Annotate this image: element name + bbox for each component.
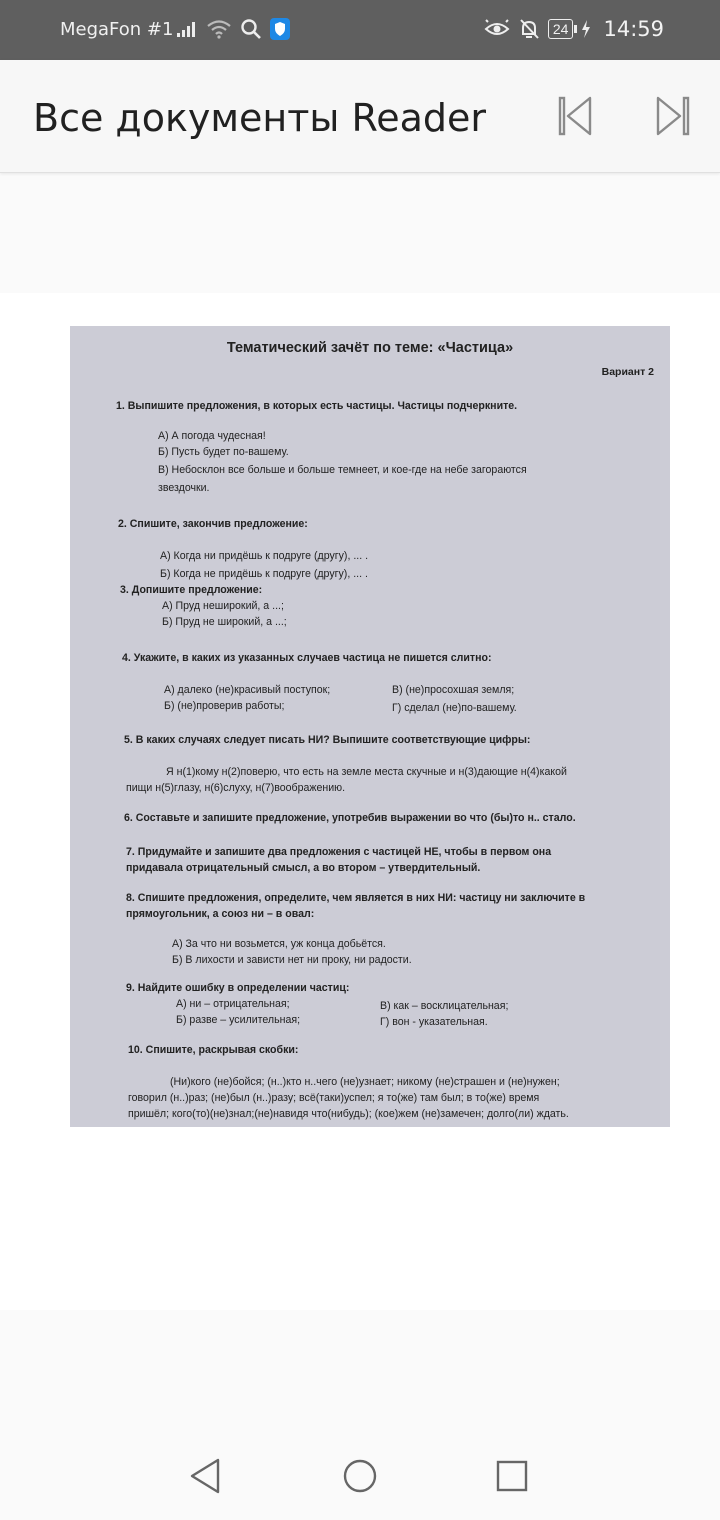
signal-icon — [176, 20, 198, 38]
question-line: придавала отрицательный смысл, а во втором – утвердительный. — [126, 862, 481, 874]
home-circle-icon — [338, 1454, 382, 1498]
question-line: 7. Придумайте и запишите два предложения с частицей НЕ, чтобы в первом она — [126, 846, 552, 858]
question-line: 1. Выпишите предложения, в которых есть частицы. Частицы подчеркните. — [116, 400, 518, 412]
recents-square-icon — [490, 1454, 534, 1498]
previous-document-button[interactable] — [556, 94, 596, 138]
text-line: А) ни – отрицательная; — [176, 998, 290, 1010]
text-line: А) далеко (не)красивый поступок; — [164, 684, 331, 696]
text-line: А) Пруд неширокий, а ...; — [162, 600, 284, 612]
back-triangle-icon — [184, 1454, 228, 1498]
text-line: Б) Пруд не широкий, а ...; — [162, 616, 287, 628]
battery-icon: 24 — [548, 19, 574, 39]
text-line: Б) Когда не придёшь к подруге (другу), ... . — [160, 568, 368, 580]
home-button[interactable] — [338, 1454, 382, 1498]
text-line: Г) вон - указательная. — [380, 1016, 488, 1028]
status-left-icons — [176, 18, 290, 40]
text-line: пищи н(5)глазу, н(6)слуху, н(7)воображению. — [126, 782, 346, 794]
document-image[interactable] — [70, 326, 670, 1127]
question-line: 6. Составьте и запишите предложение, употребив выражении во что (бы)то н.. стало. — [124, 812, 576, 824]
question-line: 5. В каких случаях следует писать НИ? Выпишите соответствующие цифры: — [124, 734, 531, 746]
bell-off-icon — [518, 18, 540, 40]
carrier-name: MegaFon #1 — [60, 19, 174, 40]
text-line: В) (не)просохшая земля; — [392, 684, 515, 696]
clock: 14:59 — [603, 17, 664, 41]
text-line: Б) Пусть будет по-вашему. — [158, 446, 289, 458]
text-line: В) Небосклон все больше и больше темнеет, и кое-где на небе загораются — [158, 464, 527, 476]
text-line: А) Когда ни придёшь к подруге (другу), ... . — [160, 550, 369, 562]
back-button[interactable] — [184, 1454, 228, 1498]
charging-icon — [581, 19, 591, 39]
app-bar — [0, 60, 720, 173]
document-title: Тематический зачёт по теме: «Частица» — [226, 340, 514, 356]
skip-next-icon — [652, 94, 692, 138]
text-line: звездочки. — [158, 482, 210, 494]
page-title: Все документы Reader — [33, 96, 486, 140]
text-line: говорил (н..)раз; (не)был (н..)разу; всё(таки)успел; я то(же) там был; в то(же) время — [128, 1092, 540, 1104]
text-line: В) как – восклицательная; — [380, 1000, 509, 1012]
navigation-bar — [0, 1432, 720, 1520]
text-line: Б) разве – усилительная; — [176, 1014, 301, 1026]
eye-icon — [484, 19, 510, 39]
text-line: пришёл; кого(то)(не)знал;(не)навидя что(нибудь); (кое)жем (не)замечен; долго(ли) ждать. — [128, 1108, 569, 1120]
text-line: (Ни)кого (не)бойся; (н..)кто н..чего (не)узнает; никому (не)страшен и (не)нужен; — [170, 1076, 560, 1088]
question-line: 4. Укажите, в каких из указанных случаев частица не пишется слитно: — [122, 652, 492, 664]
question-line: 3. Допишите предложение: — [120, 584, 263, 596]
question-line: 9. Найдите ошибку в определении частиц: — [126, 982, 350, 994]
document-variant: Вариант 2 — [601, 366, 654, 378]
status-bar — [0, 0, 720, 60]
question-line: 2. Спишите, закончив предложение: — [118, 518, 308, 530]
question-line: 8. Спишите предложения, определите, чем является в них НИ: частицу ни заключите в — [126, 892, 586, 904]
search-icon — [240, 18, 262, 40]
text-line: Б) В лихости и зависти нет ни проку, ни радости. — [172, 954, 412, 966]
shield-icon — [270, 18, 290, 40]
text-line: А) А погода чудесная! — [158, 430, 266, 442]
text-line: Б) (не)проверив работы; — [164, 700, 285, 712]
status-right-icons — [484, 17, 664, 41]
text-line: Я н(1)кому н(2)поверю, что есть на земле места скучные и н(3)дающие н(4)какой — [166, 766, 567, 778]
wifi-icon — [206, 19, 232, 39]
text-line: А) За что ни возьмется, уж конца добьётся. — [172, 938, 386, 950]
recents-button[interactable] — [490, 1454, 534, 1498]
text-line: Г) сделал (не)по-вашему. — [392, 702, 517, 714]
skip-previous-icon — [556, 94, 596, 138]
next-document-button[interactable] — [652, 94, 692, 138]
question-line: 10. Спишите, раскрывая скобки: — [128, 1044, 299, 1056]
question-line: прямоугольник, а союз ни – в овал: — [126, 908, 315, 920]
